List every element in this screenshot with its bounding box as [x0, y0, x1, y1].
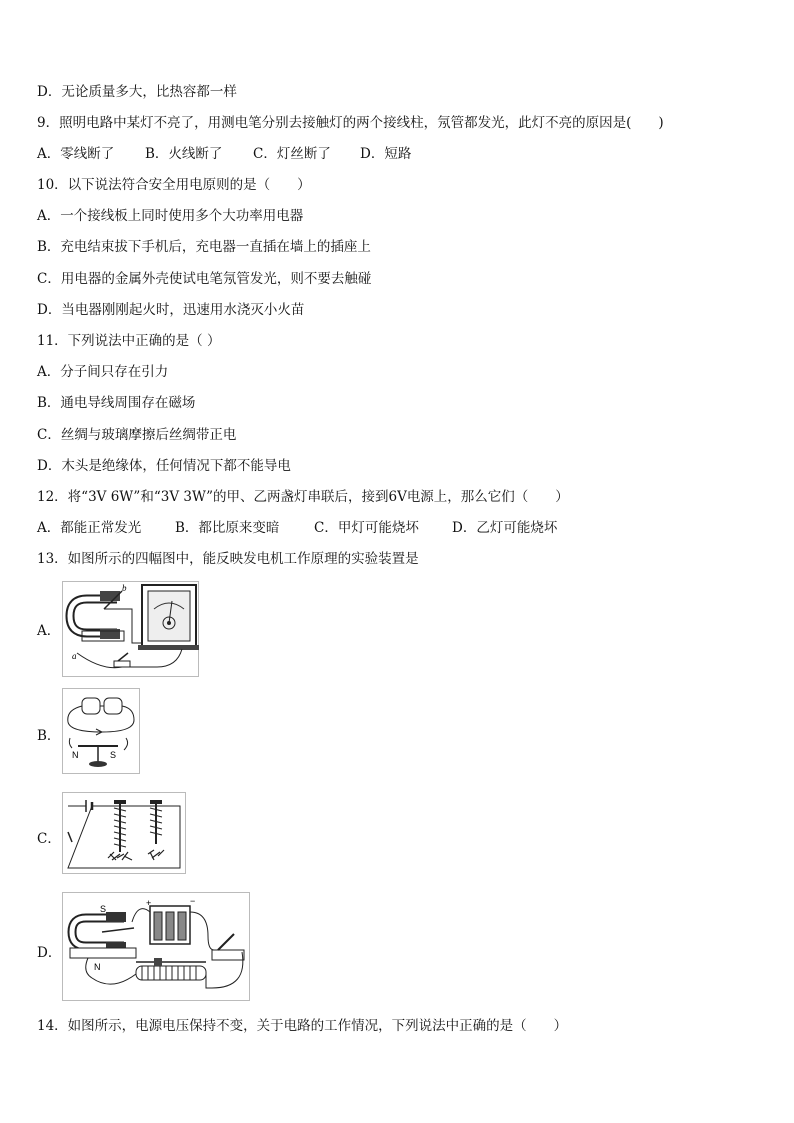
question-12: 12．将“3V 6W”和“3V 3W”的甲、乙两盏灯串联后，接到6V电源上，那么它们（ ）: [37, 489, 569, 505]
figure-d-motor-apparatus: [62, 892, 250, 1001]
q9-option-b: B．火线断了: [145, 146, 223, 162]
q11-option-b: B．通电导线周围存在磁场: [37, 395, 196, 411]
figure-a-label: A．: [37, 623, 61, 639]
question-11: 11．下列说法中正确的是（ ）: [37, 333, 221, 349]
q10-option-a: A．一个接线板上同时使用多个大功率用电器: [37, 208, 304, 224]
q12-option-b: B．都比原来变暗: [175, 520, 280, 536]
q11-option-c: C．丝绸与玻璃摩擦后丝绸带正电: [37, 427, 237, 443]
q9-option-c: C．灯丝断了: [253, 146, 331, 162]
question-10: 10．以下说法符合安全用电原则的是（ ）: [37, 177, 311, 193]
figure-d-label: D．: [37, 945, 62, 961]
figure-c-electromagnet-apparatus: [62, 792, 186, 874]
q9-options: [37, 145, 411, 163]
q12-options: [37, 519, 557, 537]
figure-d-letter-n: N: [94, 962, 101, 972]
question-14: 14．如图所示，电源电压保持不变，关于电路的工作情况，下列说法中正确的是（ ）: [37, 1018, 568, 1034]
q9-option-d: D．短路: [360, 146, 412, 162]
figure-b-letter-s: S: [110, 750, 117, 760]
figure-c-label: C．: [37, 831, 61, 847]
question-9: 9．照明电路中某灯不亮了，用测电笔分别去接触灯的两个接线柱，氖管都发光，此灯不亮的原因是( ): [37, 115, 664, 131]
q9-option-a: A．零线断了: [37, 146, 115, 162]
q10-option-c: C．用电器的金属外壳使试电笔氖管发光，则不要去触碰: [37, 271, 372, 287]
figure-b-letter-n: N: [72, 750, 79, 760]
figure-a-letter-a: a: [72, 651, 77, 661]
figure-a-generator-apparatus: [62, 581, 199, 677]
q12-option-a: A．都能正常发光: [37, 520, 142, 536]
figure-b-label: B．: [37, 728, 61, 744]
q11-option-a: A．分子间只存在引力: [37, 364, 169, 380]
q12-option-d: D．乙灯可能烧坏: [452, 520, 558, 536]
q8-option-d: D．无论质量多大，比热容都一样: [37, 84, 237, 100]
figure-d-letter-s: S: [100, 904, 107, 914]
figure-a-letter-b: b: [122, 583, 127, 593]
figure-b-oersted-apparatus: [62, 688, 140, 774]
figure-d-plus: +: [146, 898, 152, 908]
q10-option-d: D．当电器刚刚起火时，迅速用水浇灭小火苗: [37, 302, 305, 318]
q11-option-d: D．木头是绝缘体，任何情况下都不能导电: [37, 458, 291, 474]
figure-d-minus: −: [190, 896, 196, 906]
q12-option-c: C．甲灯可能烧坏: [314, 520, 419, 536]
question-13: 13．如图所示的四幅图中，能反映发电机工作原理的实验装置是: [37, 551, 419, 567]
q10-option-b: B．充电结束拔下手机后，充电器一直插在墙上的插座上: [37, 239, 371, 255]
